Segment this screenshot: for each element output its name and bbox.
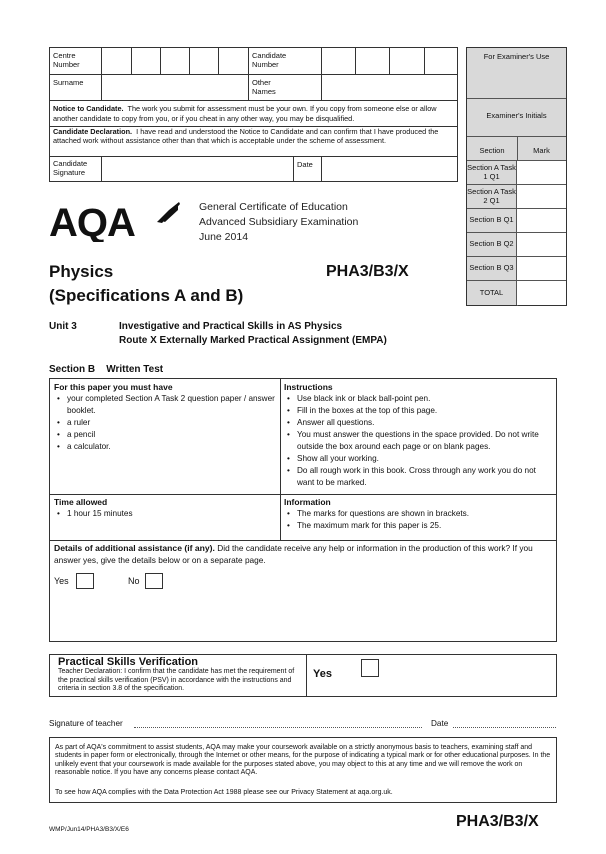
instructions-panel [284,382,552,489]
declaration-text: I have read and understood the Notice to Candidate and can confirm that I have produced the attached work without assistance other than that which is acceptable under the scheme of assessment. [53,127,439,145]
other-names-label-cell [248,75,321,100]
centre-number-box[interactable] [160,48,189,74]
number-row [49,47,458,74]
list-item: • You must answer the questions in the space provided. Do not write outside the box around each page or on blank pages. [284,429,552,453]
section-name: Section A Task 1 Q1 [467,161,517,184]
unit-title [119,320,387,348]
examiner-row [467,232,566,256]
qualification-line-2: Advanced Subsidiary Examination [199,216,359,228]
mark-field[interactable] [517,257,566,280]
unit-title-line-2: Route X Externally Marked Practical Assignment (EMPA) [119,335,387,346]
psv-title: Practical Skills Verification [58,656,199,668]
information-list [284,508,552,532]
examiners-initials-label: Examiner's Initials [486,111,547,120]
examiners-use-label: For Examiner's Use [483,52,550,61]
section-name: Section B Q3 [467,257,517,280]
list-item: • your completed Section A Task 2 question paper / answer booklet. [54,393,276,417]
section-heading [49,363,163,377]
teacher-signature-label: Signature of teacher [49,719,123,728]
date-label: Date [297,160,313,169]
other-names-field[interactable] [321,75,457,100]
psv-yes-checkbox[interactable] [361,659,379,677]
requirements-panel [54,382,276,453]
section-label: Section B [49,364,96,375]
centre-number-box[interactable] [189,48,218,74]
footer-paper-code: PHA3/B3/X [456,813,539,830]
candidate-number-box[interactable] [355,48,389,74]
list-item: • Show all your working. [284,453,552,465]
candidate-signature-field[interactable] [101,157,293,181]
unit-title-line-1: Investigative and Practical Skills in AS Physics [119,321,343,332]
list-item: • Do all rough work in this book. Cross through any work you do not want to be marked. [284,465,552,489]
examiner-row [467,160,566,184]
examiner-total-row [467,280,566,305]
section-name: Section B Q1 [467,209,517,232]
candidate-number-box[interactable] [321,48,355,74]
notice-title: Notice to Candidate. [53,104,124,113]
additional-assistance [54,543,552,566]
surname-label: Surname [53,78,84,87]
psv-declaration: Teacher Declaration: I confirm that the candidate has met the requirement of the practical skills verification (PSV) in accordance with the instructions and criteria in section 3.8 of the specification. [58,668,295,693]
assistance-title: Details of additional assistance (if any). [54,543,215,553]
notice-row [49,100,458,126]
list-item: • a ruler [54,417,276,429]
qualification-line-1: General Certificate of Education [199,201,348,213]
information-title: Information [284,497,331,507]
list-item: • a pencil [54,429,276,441]
list-item: • The maximum mark for this paper is 25. [284,520,552,532]
time-allowed-value: • 1 hour 15 minutes [54,508,276,520]
qualification-block [199,200,358,245]
divider [50,540,556,541]
unit-label: Unit 3 [49,321,77,332]
teacher-date-field[interactable] [453,727,556,728]
divider [280,379,281,540]
list-item: • a calculator. [54,441,276,453]
psv-yes-label: Yes [313,668,332,680]
notice-text: The work you submit for assessment must be your own. If you copy from someone else or allow another candidate to copy from you, or if you cheat in any other way, you may be disqualified. [53,104,437,123]
section-title: Written Test [106,364,164,375]
assistance-text: Did the candidate receive any help or information in the production of this work? If you answer yes, give the details below or on a separate page. [54,543,533,565]
mark-header: Mark [533,146,550,155]
candidate-declaration [53,128,453,145]
mark-field[interactable] [517,185,566,208]
teacher-signature-field[interactable] [134,727,422,728]
subject-line-1: Physics [49,262,114,281]
information-panel [284,497,552,532]
total-label: TOTAL [467,281,517,305]
exam-session: June 2014 [199,231,249,243]
divider [50,494,280,495]
centre-number-box[interactable] [131,48,160,74]
examiner-row [467,208,566,232]
candidate-signature-label: Candidate Signature [53,159,88,177]
candidate-number-label-cell [248,48,321,74]
candidate-number-box[interactable] [424,48,457,74]
coursework-notice-text: As part of AQA's commitment to assist students, AQA may make your coursework available on a strictly anonymous basis to teachers, examining staff and students in paper form or electronically, through the Internet or other means, for the purpose of indicating a typical mark or for other educational purposes. In the unlikely event that your coursework is made available for the purposes stated above, you may object to this at any time and we will remove the work on reasonable notice. If you have any concerns please contact AQA. [55,744,551,777]
date-label-cell [293,157,321,181]
centre-number-label: Centre Number [53,51,80,69]
information-grid [49,378,557,642]
candidate-number-box[interactable] [389,48,424,74]
surname-field[interactable] [101,75,248,100]
signature-row [49,156,458,182]
time-allowed-list [54,508,276,520]
mark-field[interactable] [517,161,566,184]
notice-to-candidate [53,104,453,123]
other-names-label: Other Names [252,78,276,96]
candidate-number-label: Candidate Number [252,51,287,69]
divider [467,98,566,99]
data-protection-text: To see how AQA complies with the Data Protection Act 1988 please see our Privacy Statement at aqa.org.uk. [55,789,393,796]
examiner-row [467,256,566,280]
aqa-logo-mark [49,198,189,242]
svg-text:AQA: AQA [49,201,135,242]
centre-number-box[interactable] [101,48,131,74]
centre-number-box[interactable] [218,48,248,74]
footer-reference: WMP/Jun14/PHA3/B3/X/E6 [49,826,129,833]
list-item: • Fill in the boxes at the top of this page. [284,405,552,417]
section-name: Section B Q2 [467,233,517,256]
mark-field[interactable] [517,233,566,256]
declaration-title: Candidate Declaration. [53,127,133,136]
requirements-title: For this paper you must have [54,382,173,392]
assistance-no-checkbox[interactable] [145,573,163,589]
names-row [49,74,458,100]
subject-title [49,260,243,308]
paper-code: PHA3/B3/X [326,263,409,280]
assistance-yes-checkbox[interactable] [76,573,94,589]
declaration-row [49,126,458,156]
divider [280,494,556,495]
examiner-row [467,184,566,208]
total-mark-field[interactable] [517,281,566,305]
assistance-no-label: No [128,576,140,586]
instructions-title: Instructions [284,382,333,392]
assistance-yes-label: Yes [54,576,69,586]
time-allowed-panel [54,497,276,520]
list-item: • The marks for questions are shown in brackets. [284,508,552,520]
teacher-date-label: Date [431,719,449,728]
time-allowed-title: Time allowed [54,497,108,507]
list-item: • Use black ink or black ball-point pen. [284,393,552,405]
subject-line-2: (Specifications A and B) [49,286,244,305]
aqa-logo [49,198,189,242]
instructions-list [284,393,552,489]
date-field[interactable] [321,157,457,181]
requirements-list [54,393,276,453]
list-item: • Answer all questions. [284,417,552,429]
practical-skills-verification [49,654,557,697]
coursework-notice [49,737,557,803]
mark-field[interactable] [517,209,566,232]
divider [306,655,307,696]
section-header: Section [479,146,505,155]
section-name: Section A Task 2 Q1 [467,185,517,208]
